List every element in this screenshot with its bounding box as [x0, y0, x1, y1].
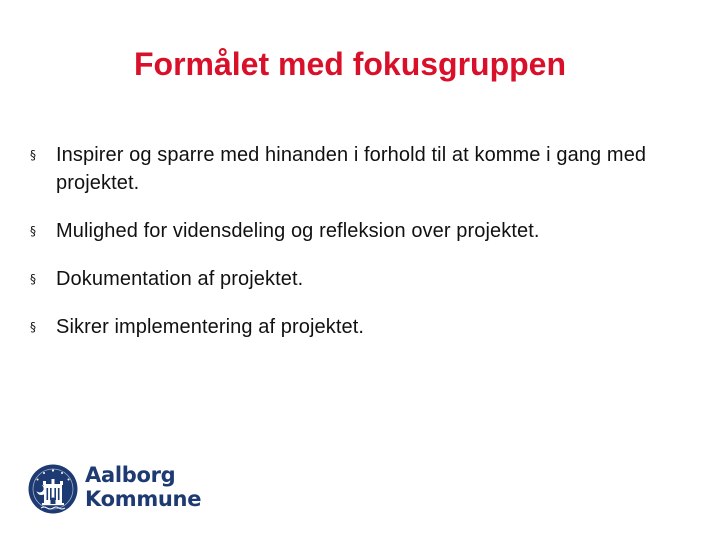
bullet-text: Inspirer og sparre med hinanden i forhold til at komme i gang med projektet.	[56, 144, 647, 194]
logo-text	[85, 463, 201, 511]
bullet-item	[30, 265, 670, 293]
bullet-text: Dokumentation af projektet.	[56, 268, 304, 290]
aalborg-seal-icon	[28, 464, 78, 514]
bullet-marker-icon: §	[30, 224, 37, 238]
aalborg-kommune-logo	[28, 462, 203, 517]
bullet-list	[30, 141, 670, 361]
bullet-item	[30, 217, 670, 245]
bullet-item	[30, 313, 670, 341]
logo-line-aalborg: Aalborg	[85, 463, 176, 487]
bullet-marker-icon: §	[30, 272, 37, 286]
bullet-item	[30, 141, 670, 197]
bullet-marker-icon: §	[30, 320, 37, 334]
logo-line-kommune: Kommune	[85, 487, 202, 511]
bullet-text: Sikrer implementering af projektet.	[56, 316, 365, 338]
bullet-marker-icon: §	[30, 148, 37, 162]
bullet-text: Mulighed for vidensdeling og refleksion over projektet.	[56, 220, 540, 242]
slide-title: Formålet med fokusgruppen	[133, 46, 567, 82]
